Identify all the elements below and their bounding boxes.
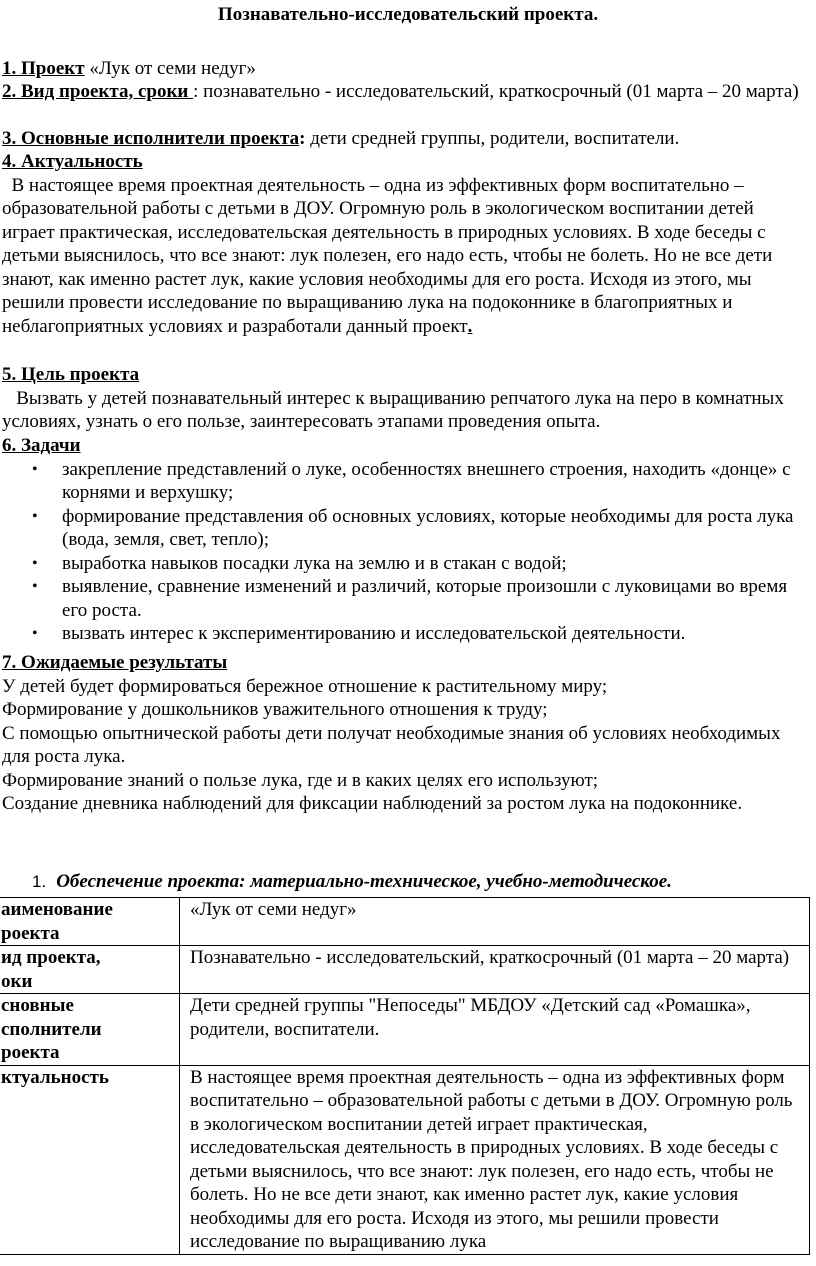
project-label: 1. Проект bbox=[2, 58, 85, 79]
list-item: • закрепление представлений о луке, особенностях внешнего строения, находить «донце» с корнями и верхушку; bbox=[2, 458, 802, 505]
section-heading bbox=[32, 870, 812, 894]
table-value-cell: Дети средней группы "Непоседы" МБДОУ «Детский сад «Ромашка», родители, воспитатели. bbox=[180, 994, 810, 1066]
results-line: У детей будет формироваться бережное отношение к растительному миру; bbox=[2, 675, 608, 697]
project-table bbox=[0, 897, 810, 1255]
table-key-cell bbox=[0, 1065, 180, 1254]
table-key-line: роекта bbox=[1, 1042, 60, 1063]
table-value-cell: Познавательно - исследовательский, краткосрочный (01 марта – 20 марта) bbox=[180, 946, 810, 994]
executors-label: 3. Основные исполнители проекта bbox=[2, 128, 300, 149]
table-row bbox=[0, 994, 810, 1066]
executors-colon: : bbox=[299, 128, 306, 149]
table-key-line: ид проекта, bbox=[1, 947, 101, 968]
document-title: Познавательно-исследовательский проекта. bbox=[217, 4, 599, 25]
tasks-label: 6. Задачи bbox=[2, 435, 81, 456]
item-goal bbox=[2, 363, 802, 434]
executors-value: дети средней группы, родители, воспитатели. bbox=[305, 128, 680, 149]
list-item: • вызвать интерес к экспериментированию и исследовательской деятельности. bbox=[2, 622, 802, 646]
type-label: 2. Вид проекта, сроки bbox=[2, 81, 194, 102]
type-value: : познавательно - исследовательский, краткосрочный (01 марта – 20 марта) bbox=[193, 81, 799, 102]
goal-text: Вызвать у детей познавательный интерес к выращиванию репчатого лука на перо в комнатных условиях, узнать о его пользе, заинтересовать этапами проведения опыта. bbox=[2, 387, 789, 432]
table-key-cell bbox=[0, 898, 180, 946]
item-results bbox=[2, 651, 802, 816]
table-key-line: сновные bbox=[1, 995, 74, 1016]
table-key-line: роекта bbox=[1, 922, 60, 944]
table-key-line: сполнители bbox=[1, 1018, 102, 1040]
results-label: 7. Ожидаемые результаты bbox=[2, 652, 228, 673]
project-value: «Лук от семи недуг» bbox=[84, 58, 256, 79]
relevance-text bbox=[2, 174, 802, 339]
item-executors bbox=[2, 127, 802, 151]
relevance-label: 4. Актуальность bbox=[2, 151, 143, 172]
item-relevance bbox=[2, 150, 802, 338]
table-key-line: ктуальность bbox=[1, 1066, 109, 1088]
results-line: Формирование знаний о пользе лука, где и в каких целях его используют; bbox=[2, 769, 599, 791]
item-project bbox=[2, 57, 802, 81]
section-number: 1. bbox=[32, 872, 47, 891]
table-key-line: оки bbox=[1, 970, 33, 992]
table-key-line: аименование bbox=[1, 899, 113, 920]
item-type bbox=[2, 80, 802, 104]
section-title: Обеспечение проекта: материально-техническое, учебно-методическое. bbox=[56, 871, 672, 892]
table-row bbox=[0, 1065, 810, 1254]
table-row bbox=[0, 898, 810, 946]
table-key-cell bbox=[0, 946, 180, 994]
tasks-list bbox=[2, 458, 802, 646]
relevance-paragraph: В настоящее время проектная деятельность – одна из эффективных форм воспитательно – образовательной работы с детьми в ДОУ. Огромную роль в экологическом воспитании детей играет практическая, исследовательская деятельность в природных условиях. В ходе беседы с детьми выяснилось, что все знают: лук полезен, его надо есть, чтобы не болеть. Но не все дети знают, как именно растет лук, какие условия необходимы для его роста. Исходя из этого, мы решили провести исследование по выращиванию лука на подоконнике в благоприятных и неблагоприятных условиях и разработали данный проект bbox=[2, 174, 778, 337]
table-value-cell: «Лук от семи недуг» bbox=[180, 898, 810, 946]
relevance-end: . bbox=[467, 315, 473, 337]
list-item: • выявление, сравнение изменений и различий, которые произошли с луковицами во время его роста. bbox=[2, 575, 802, 622]
table-key-cell bbox=[0, 994, 180, 1066]
table-row bbox=[0, 946, 810, 994]
list-item: • выработка навыков посадки лука на землю и в стакан с водой; bbox=[2, 552, 802, 576]
list-item: • формирование представления об основных условиях, которые необходимы для роста лука (вода, земля, свет, тепло); bbox=[2, 505, 802, 552]
goal-label: 5. Цель проекта bbox=[2, 364, 140, 385]
results-line: Создание дневника наблюдений для фиксации наблюдений за ростом лука на подоконнике. bbox=[2, 793, 743, 814]
item-tasks bbox=[2, 434, 802, 646]
results-line: Формирование у дошкольников уважительного отношения к труду; bbox=[2, 699, 548, 720]
table-value-cell: В настоящее время проектная деятельность – одна из эффективных форм воспитательно – образовательной работы с детьми в ДОУ. Огромную роль в экологическом воспитании детей играет практическая, исследовательская деятельность в природных условиях. В ходе беседы с детьми выяснилось, что все знают: лук полезен, его надо есть, чтобы не болеть. Но не все дети знают, как именно растет лук, какие условия необходимы для его роста. Исходя из этого, мы решили провести исследование по выращиванию лука bbox=[180, 1065, 810, 1254]
results-line: С помощью опытнической работы дети получат необходимые знания об условиях необходимых для роста лука. bbox=[2, 722, 781, 767]
